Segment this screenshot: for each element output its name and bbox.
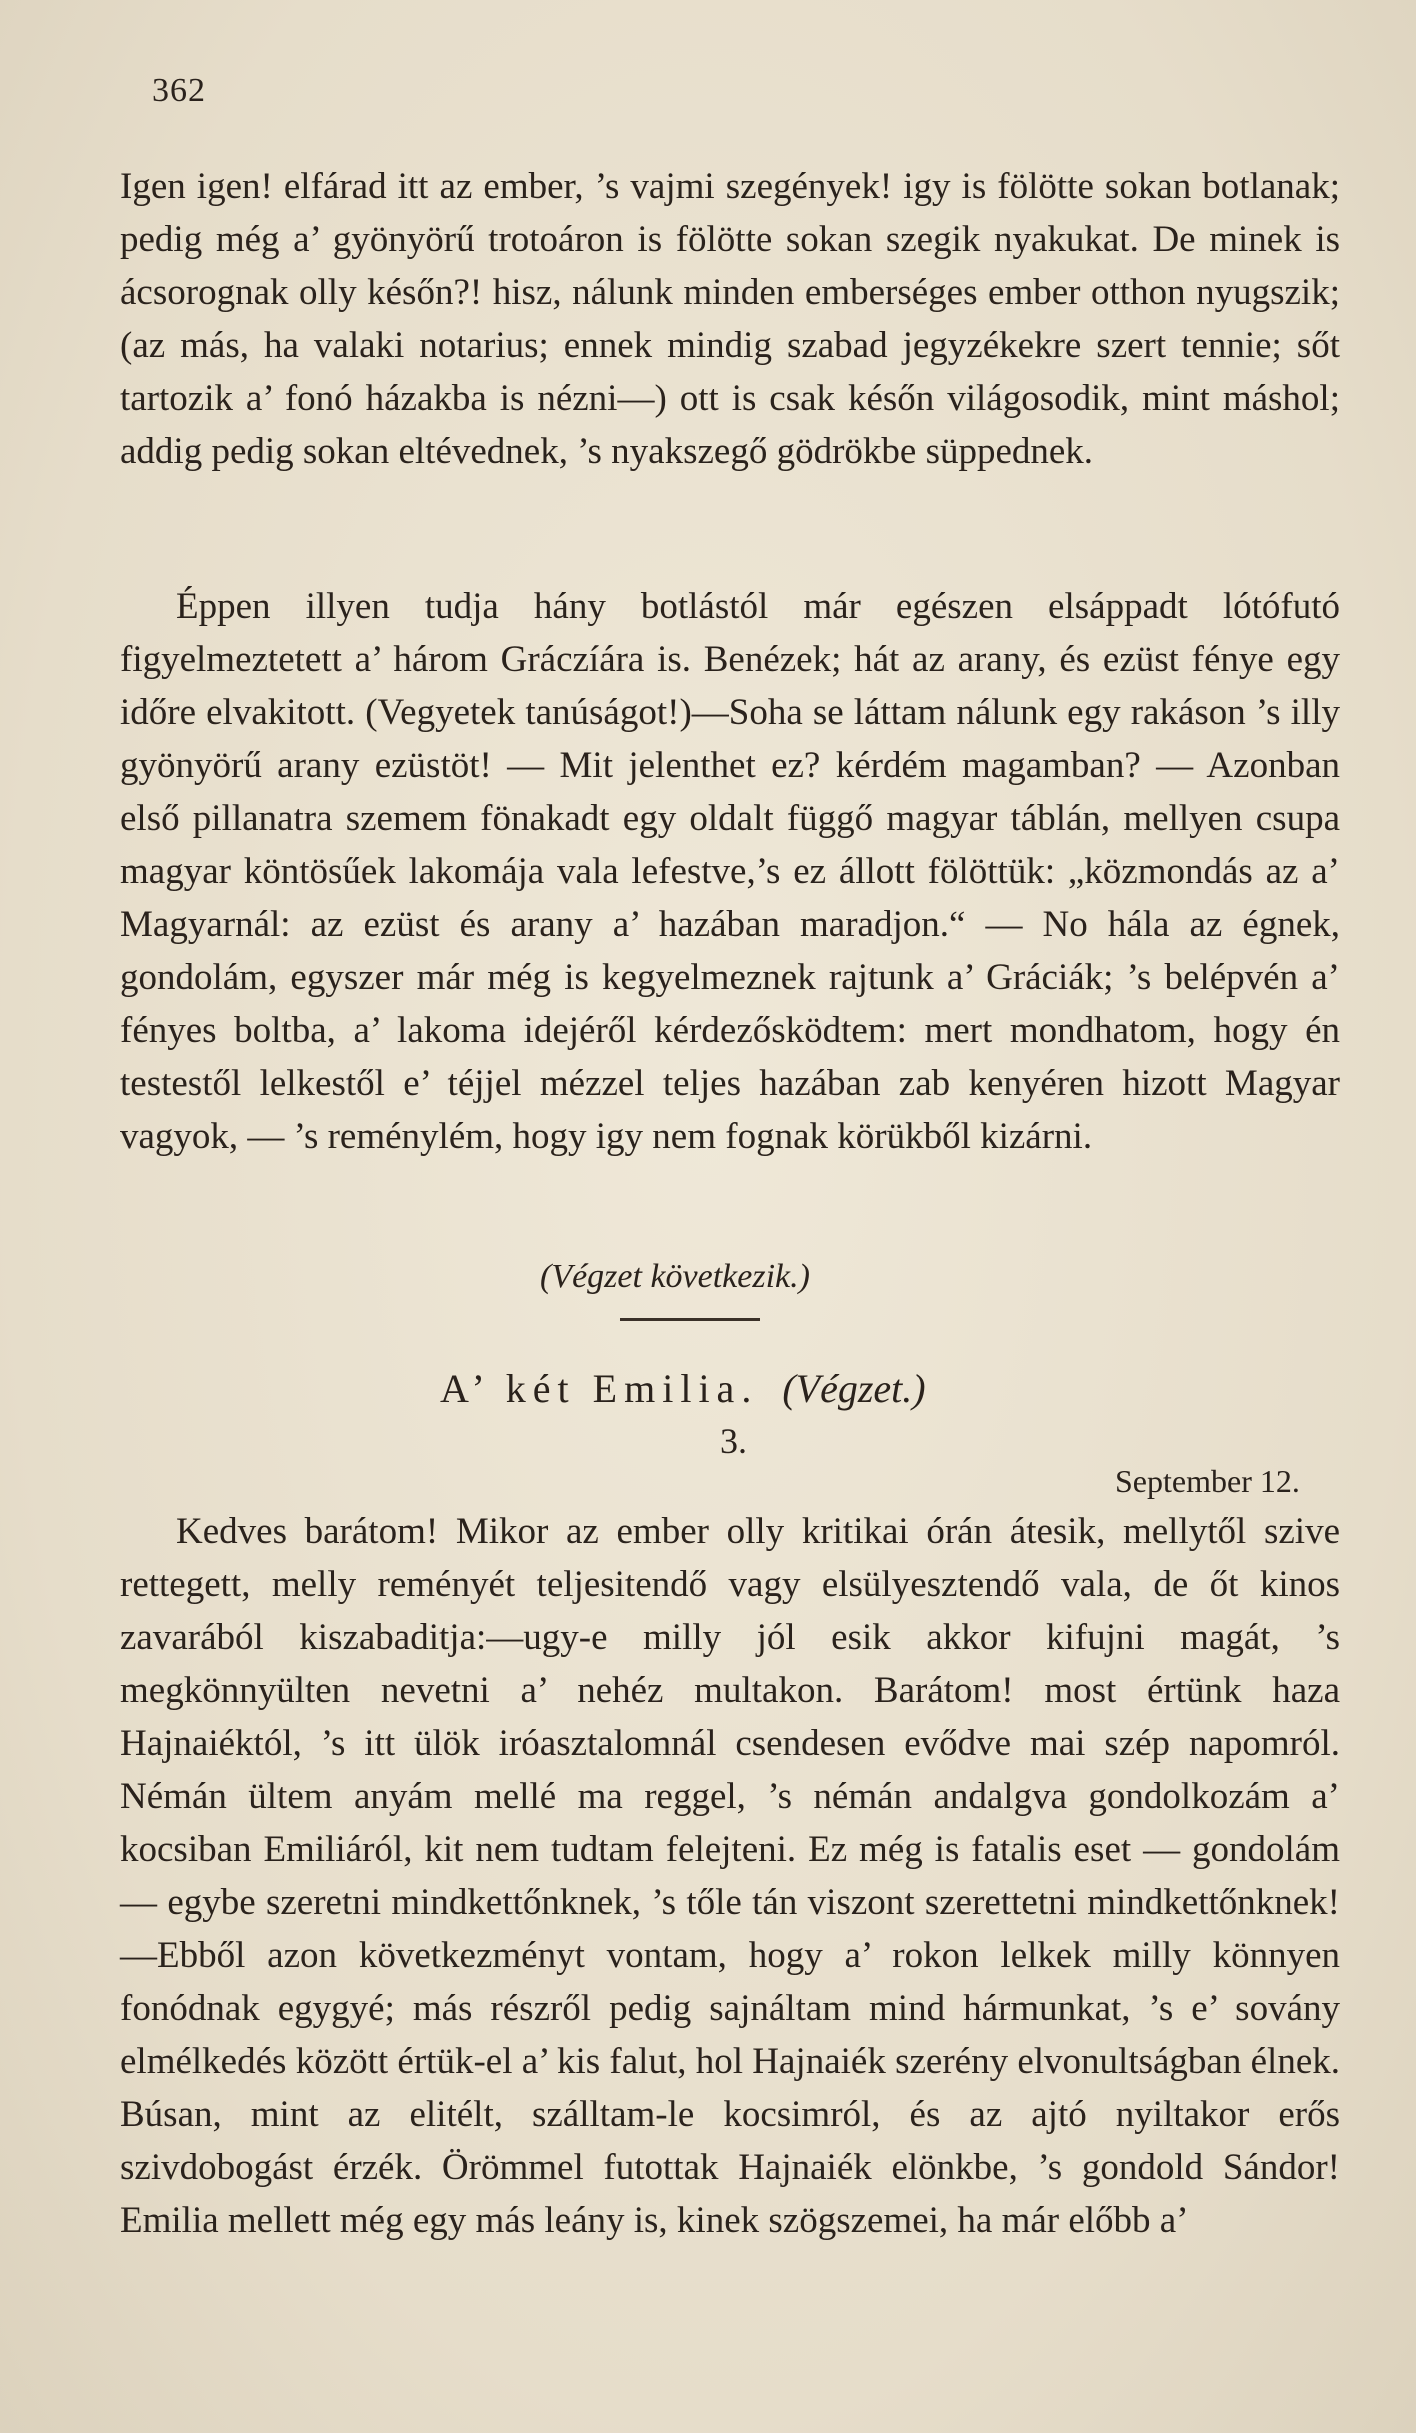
- continuation-note: (Végzet következik.): [540, 1258, 810, 1295]
- section-heading: [440, 1365, 926, 1412]
- page-number: 362: [152, 72, 206, 109]
- divider-rule: [620, 1318, 760, 1321]
- part-number: 3.: [720, 1421, 747, 1461]
- paragraph-text: Éppen illyen tudja hány botlástól már egészen elsáppadt lótófutó figyelmeztetett a’ három Gráczíára is. Benézek; hát az arany, és ezüst fénye egy időre elvakitott. (Vegyetek tanúságot!)—Soha se láttam nálunk egy rakáson ’s illy gyönyörű arany ezüstöt! — Mit jelenthet ez? kérdém magamban? — Azonban első pillanatra szemem fönakadt egy oldalt függő magyar táblán, mellyen csupa magyar köntösűek lakomája vala lefestve,’s ez állott fölöttük: „közmondás az a’ Magyarnál: az ezüst és arany a’ hazában maradjon.“ — No hála az égnek, gondolám, egyszer már még is kegyelmeznek rajtunk a’ Gráciák; ’s belépvén a’ fényes boltba, a’ lakoma idejéről kérdezősködtem: mert mondhatom, hogy én testestől lelkestől e’ téjjel mézzel teljes hazában zab kenyéren hizott Magyar vagyok, — ’s reménylém, hogy igy nem fognak körükből kizárni.: [120, 586, 1340, 1157]
- paragraph-text: Igen igen! elfárad itt az ember, ’s vajmi szegények! igy is fölötte sokan botlanak; pedig még a’ gyönyörű trotoáron is fölötte sokan szegik nyakukat. De minek is ácsorognak olly későn?! hisz, nálunk minden emberséges ember otthon nyugszik; (az más, ha valaki notarius; ennek mindig szabad jegyzékekre szert tennie; sőt tartozik a’ fonó házakba is nézni—) ott is csak későn világosodik, mint máshol; addig pedig sokan eltévednek, ’s nyakszegő gödrökbe süppednek.: [120, 166, 1340, 472]
- paragraph-3: [120, 1505, 1340, 2247]
- paragraph-text: Kedves barátom! Mikor az ember olly kritikai órán átesik, mellytől szive rettegett, melly reményét teljesitendő vagy elsülyesztendő vala, de őt kinos zavarából kiszabaditja:—ugy-e milly jól esik akkor kifujni magát, ’s megkönnyülten nevetni a’ nehéz multakon. Barátom! most értünk haza Hajnaiéktól, ’s itt ülök iróasztalomnál csendesen evődve mai szép napomról. Némán ültem anyám mellé ma reggel, ’s némán andalgva gondolkozám a’ kocsiban Emiliáról, kit nem tudtam felejteni. Ez még is fatalis eset — gondolám — egybe szeretni mindkettőnknek, ’s tőle tán viszont szerettetni mindkettőnknek!—Ebből azon következményt vontam, hogy a’ rokon lelkek milly könnyen fonódnak egygyé; más részről pedig sajnáltam mind hármunkat, ’s e’ sovány elmélkedés között értük-el a’ kis falut, hol Hajnaiék szerény elvonultságban élnek. Búsan, mint az elitélt, szálltam-le kocsimról, és az ajtó nyiltakor erős szivdobogást érzék. Örömmel futottak Hajnaiék elönkbe, ’s gondold Sándor! Emilia mellett még egy más leány is, kinek szögszemei, ha már előbb a’: [120, 1511, 1340, 2241]
- section-title: A’ két Emilia.: [440, 1366, 759, 1411]
- paragraph-2: [120, 580, 1340, 1163]
- section-subtitle: (Végzet.): [782, 1366, 926, 1411]
- letter-date: September 12.: [1115, 1463, 1300, 1499]
- paragraph-1: [120, 160, 1340, 478]
